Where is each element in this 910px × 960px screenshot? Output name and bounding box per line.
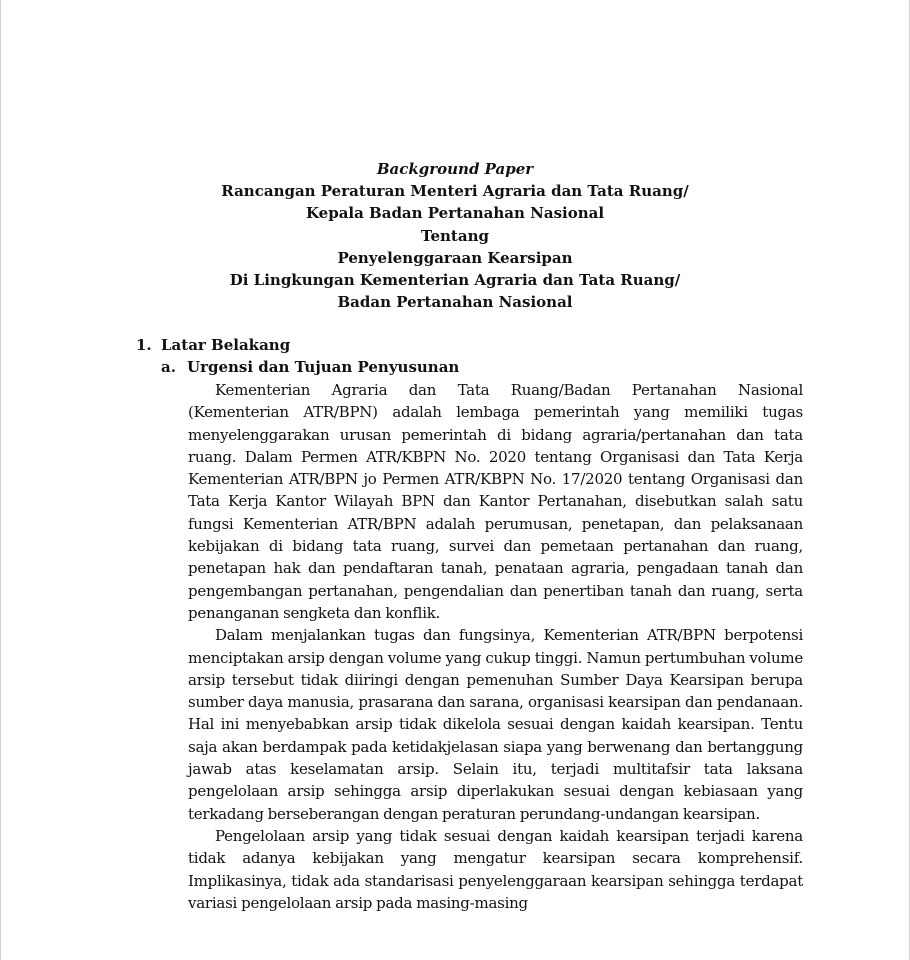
section-number: 1. xyxy=(136,336,152,354)
title-line-2: Rancangan Peraturan Menteri Agraria dan Tata Ruang/ xyxy=(221,182,689,201)
body-text xyxy=(188,379,803,914)
subsection-heading-a xyxy=(161,356,459,378)
title-line-4: Tentang xyxy=(421,226,489,245)
subsection-letter: a. xyxy=(161,358,176,376)
paragraph: Dalam menjalankan tugas dan fungsinya, Kementerian ATR/BPN berpotensi menciptakan arsip dengan volume yang cukup tinggi. Namun pertumbuhan volume arsip tersebut tidak diiringi dengan pemenuhan Sumber Daya Kearsipan berupa sumber daya manusia, prasarana dan sarana, organisasi kearsipan dan pendanaan. Hal ini menyebabkan arsip tidak dikelola sesuai dengan kaidah kearsipan. Tentu saja akan berdampak pada ketidakjelasan siapa yang berwenang dan bertanggung jawab atas keselamatan arsip. Selain itu, terjadi multitafsir tata laksana pengelolaan arsip sehingga arsip diperlakukan sesuai dengan kebiasaan yang terkadang berseberangan dengan peraturan perundang-undangan kearsipan. xyxy=(188,626,803,823)
section-heading-1 xyxy=(136,334,290,356)
title-line-1: Background Paper xyxy=(376,160,534,178)
subsection-title: Urgensi dan Tujuan Penyusunan xyxy=(187,358,460,376)
title-line-5: Penyelenggaraan Kearsipan xyxy=(337,248,573,267)
section-title: Latar Belakang xyxy=(161,336,291,354)
title-line-6: Di Lingkungan Kementerian Agraria dan Tata Ruang/ xyxy=(229,271,681,290)
document-title xyxy=(1,158,909,313)
title-line-3: Kepala Badan Pertanahan Nasional xyxy=(305,204,605,223)
paragraph: Kementerian Agraria dan Tata Ruang/Badan Pertanahan Nasional (Kementerian ATR/BPN) adalah lembaga pemerintah yang memiliki tugas menyelenggarakan urusan pemerintah di bidang agraria/pertanahan dan tata ruang. Dalam Permen ATR/KBPN No. 2020 tentang Organisasi dan Tata Kerja Kementerian ATR/BPN jo Permen ATR/KBPN No. 17/2020 tentang Organisasi dan Tata Kerja Kantor Wilayah BPN dan Kantor Pertanahan, disebutkan salah satu fungsi Kementerian ATR/BPN adalah perumusan, penetapan, dan pelaksanaan kebijakan di bidang tata ruang, survei dan pemetaan pertanahan dan ruang, penetapan hak dan pendaftaran tanah, penataan agraria, pengadaan tanah dan pengembangan pertanahan, pengendalian dan penertiban tanah dan ruang, serta penanganan sengketa dan konflik. xyxy=(188,381,803,622)
paragraph: Pengelolaan arsip yang tidak sesuai dengan kaidah kearsipan terjadi karena tidak adanya kebijakan yang mengatur kearsipan secara komprehensif. Implikasinya, tidak ada standarisasi penyelenggaraan kearsipan sehingga terdapat variasi pengelolaan arsip pada masing-masing xyxy=(188,826,803,912)
title-line-7: Badan Pertanahan Nasional xyxy=(337,293,573,312)
